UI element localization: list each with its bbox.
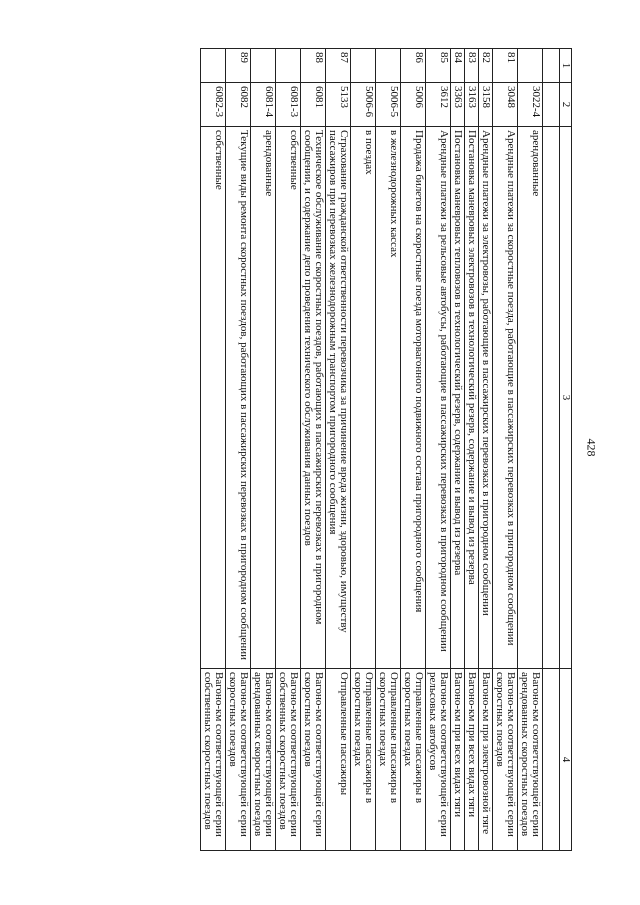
table-row	[451, 49, 465, 851]
row-code-cell: 6081-4	[251, 83, 276, 127]
row-code-cell: 5006-5	[376, 83, 401, 127]
row-unit-cell: Отправленные пассажиры	[326, 669, 351, 851]
row-unit-cell: Вагоно-км соответствующей серии скоростных поездов	[493, 669, 518, 851]
row-number-cell: 89	[226, 49, 251, 83]
row-description-cell: собственные	[201, 127, 226, 669]
row-code-cell: 5133	[326, 83, 351, 127]
row-description-cell: Текущие виды ремонта скоростных поездов, работающих в пассажирских перевозках в пригородном сообщении	[226, 127, 251, 669]
table-row	[201, 49, 226, 851]
table-header-row	[560, 49, 572, 851]
cost-items-table	[200, 48, 572, 851]
table-row	[226, 49, 251, 851]
page-number: 428	[584, 438, 599, 457]
row-description-cell: арендованные	[251, 127, 276, 669]
row-code-cell: 3048	[493, 83, 518, 127]
row-unit-cell: Отправленные пассажиры в скоростных поездах	[376, 669, 401, 851]
row-description-cell: Постановка маневровых тепловозов в технологический резерв, содержание и вывод из резерва	[451, 127, 465, 669]
row-unit-cell: Вагоно-км при всех видах тяги	[465, 669, 479, 851]
row-code-cell: 6082-3	[201, 83, 226, 127]
table-row	[351, 49, 376, 851]
row-number-cell: 86	[401, 49, 426, 83]
row-description-cell: арендованные	[518, 127, 543, 669]
row-unit-cell: Отправленные пассажиры в скоростных поездах	[401, 669, 426, 851]
table-row	[251, 49, 276, 851]
row-description-cell: Арендные платежи за электровозы, работающие в пассажирских перевозках в пригородном сообщении	[479, 127, 493, 669]
row-unit-cell: Отправленные пассажиры в скоростных поездах	[351, 669, 376, 851]
header-cell-4: 4	[560, 669, 572, 851]
header-cell-3: 3	[560, 127, 572, 669]
table-row	[493, 49, 518, 851]
table-row	[518, 49, 543, 851]
row-number-cell	[251, 49, 276, 83]
row-unit-cell: Вагоно-км соответствующей серии скоростных поездов	[226, 669, 251, 851]
row-code-cell: 3163	[465, 83, 479, 127]
row-unit-cell: Вагоно-км при электровозной тяге	[479, 669, 493, 851]
row-code-cell: 3363	[451, 83, 465, 127]
row-unit-cell: Вагоно-км соответствующей серии рельсовых автобусов	[426, 669, 451, 851]
empty-row	[543, 49, 560, 851]
table-row	[479, 49, 493, 851]
row-unit-cell: Вагоно-км соответствующей серии собственных скоростных поездов	[276, 669, 301, 851]
row-number-cell: 81	[493, 49, 518, 83]
row-number-cell	[201, 49, 226, 83]
table-row	[376, 49, 401, 851]
row-code-cell: 3022-4	[518, 83, 543, 127]
table-row	[326, 49, 351, 851]
row-unit-cell: Вагоно-км соответствующей серии арендованных скоростных поездов	[518, 669, 543, 851]
header-cell-1: 1	[560, 49, 572, 83]
row-code-cell: 6082	[226, 83, 251, 127]
row-code-cell: 5006-6	[351, 83, 376, 127]
row-description-cell: Техническое обслуживание скоростных поездов, работающих в пассажирских перевозках в пригородном сообщении, и содержание депо проведения технического обслуживания данных поездов	[301, 127, 326, 669]
row-number-cell	[351, 49, 376, 83]
row-number-cell: 87	[326, 49, 351, 83]
row-unit-cell: Вагоно-км соответствующей серии арендованных скоростных поездов	[251, 669, 276, 851]
table-wrapper	[64, 48, 572, 850]
row-description-cell: собственные	[276, 127, 301, 669]
row-description-cell: Арендные платежи за скоростные поезда, работающие в пассажирских перевозках в пригородном сообщении	[493, 127, 518, 669]
row-code-cell: 6081-3	[276, 83, 301, 127]
row-number-cell	[518, 49, 543, 83]
row-description-cell: в поездах	[351, 127, 376, 669]
row-description-cell: Продажа билетов на скоростные поезда моторвагонного подвижного состава пригородного сообщения	[401, 127, 426, 669]
row-description-cell: в железнодорожных кассах	[376, 127, 401, 669]
row-number-cell: 88	[301, 49, 326, 83]
row-unit-cell: Вагоно-км соответствующей серии собственных скоростных поездов	[201, 669, 226, 851]
table-row	[426, 49, 451, 851]
table-row	[301, 49, 326, 851]
table-row	[465, 49, 479, 851]
row-code-cell: 3158	[479, 83, 493, 127]
row-code-cell: 5006	[401, 83, 426, 127]
row-unit-cell: Вагоно-км соответствующей серии скоростных поездов	[301, 669, 326, 851]
table-row	[276, 49, 301, 851]
row-number-cell: 82	[479, 49, 493, 83]
row-number-cell: 84	[451, 49, 465, 83]
row-description-cell: Постановка маневровых электровозов в технологический резерв, содержание и вывод из резерва	[465, 127, 479, 669]
row-number-cell	[276, 49, 301, 83]
row-code-cell: 3612	[426, 83, 451, 127]
row-code-cell: 6081	[301, 83, 326, 127]
row-description-cell: Арендные платежи за рельсовые автобусы, работающие в пассажирских перевозках в пригородном сообщении	[426, 127, 451, 669]
row-number-cell: 85	[426, 49, 451, 83]
row-number-cell	[376, 49, 401, 83]
header-cell-2: 2	[560, 83, 572, 127]
row-description-cell: Страхование гражданской ответственности перевозчика за причинение вреда жизни, здоровью, имуществу пассажиров при перевозках железнодорожным транспортом пригородного сообщения	[326, 127, 351, 669]
row-unit-cell: Вагоно-км при всех видах тяги	[451, 669, 465, 851]
table-row	[401, 49, 426, 851]
row-number-cell: 83	[465, 49, 479, 83]
